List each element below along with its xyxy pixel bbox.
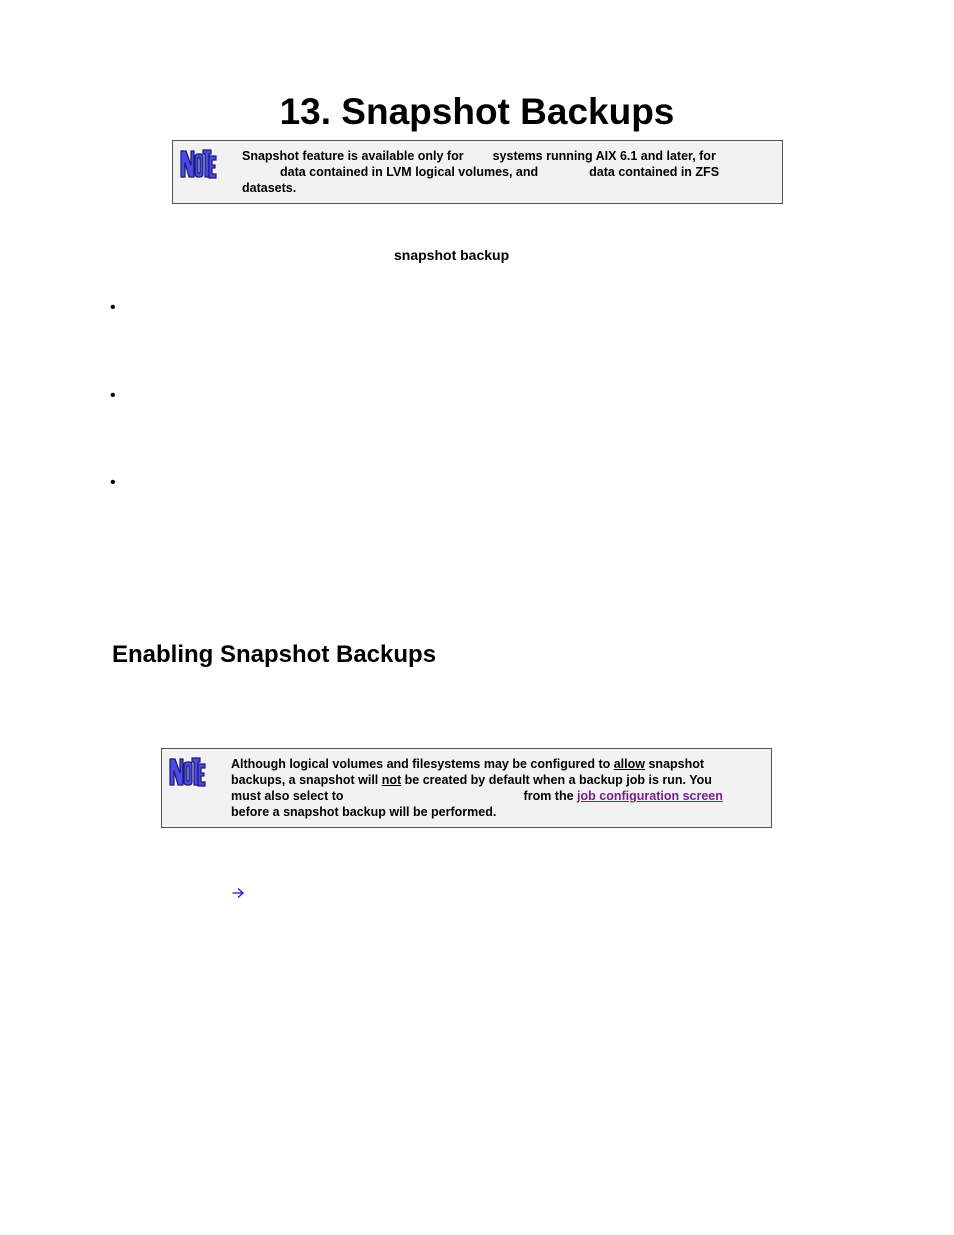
note-text-segment: be created by default when a backup job is run. You: [404, 773, 712, 787]
note-text-segment: Snapshot feature is available only for: [242, 149, 464, 163]
note-box-job-config: [161, 748, 772, 828]
note-text-segment: from the: [523, 789, 574, 803]
note-text-segment: must also select to: [231, 789, 344, 803]
note-icon: [168, 755, 206, 789]
note-text-segment: backups, a snapshot will: [231, 773, 379, 787]
note-box-availability: [172, 140, 783, 204]
note-text-segment: Although logical volumes and filesystems may be configured to: [231, 757, 611, 771]
note-text-segment: systems running AIX 6.1 and later, for: [492, 149, 716, 163]
note-text: [231, 756, 731, 820]
note-text-segment: datasets.: [242, 181, 297, 195]
note-text-segment: before a snapshot backup will be performed.: [231, 805, 497, 819]
note-icon: [179, 147, 217, 181]
bullet-point: •: [110, 474, 116, 491]
note-text: [242, 148, 742, 196]
note-text-segment: data contained in ZFS: [589, 165, 720, 179]
bullet-point: •: [110, 387, 116, 404]
section-heading: Enabling Snapshot Backups: [112, 641, 437, 668]
note-text-segment: snapshot: [648, 757, 705, 771]
snapshot-backup-term: snapshot backup: [394, 247, 510, 263]
bullet-point: •: [110, 299, 116, 316]
job-configuration-screen-link[interactable]: job configuration screen: [577, 789, 723, 803]
allow-emphasis: allow: [613, 757, 645, 771]
not-emphasis: not: [381, 773, 402, 787]
note-text-segment: data contained in LVM logical volumes, and: [280, 165, 539, 179]
arrow-right-icon: [231, 886, 245, 900]
page-title: 13. Snapshot Backups: [279, 91, 675, 132]
